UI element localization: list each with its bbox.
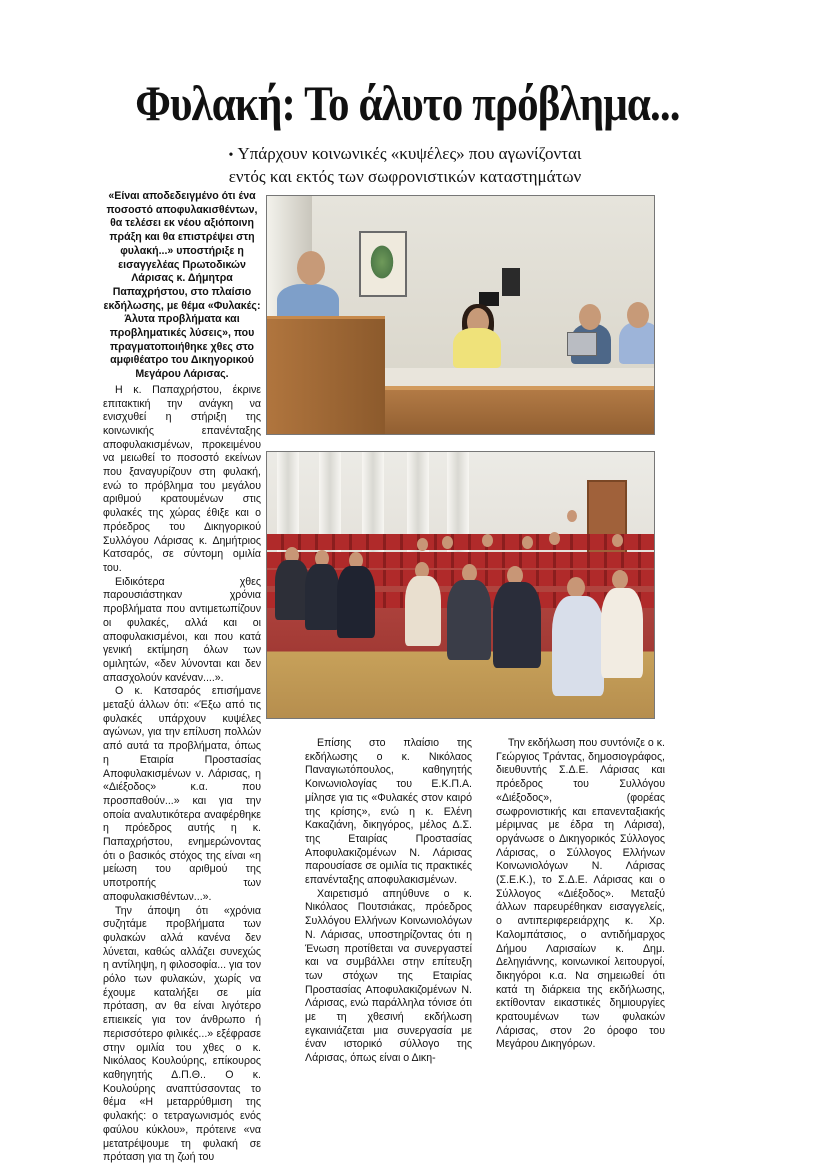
subtitle-line-2: εντός και εκτός των σωφρονιστικών καταστημάτων — [228, 167, 582, 186]
photo-audience — [266, 451, 655, 719]
column-3 — [496, 737, 665, 1052]
body-paragraph: Χαιρετισμό απηύθυνε ο κ. Νικόλαος Πουτσιάκας, πρόεδρος Συλλόγου Ελλήνων Κοινωνιολόγων Ν. Λάρισας, υποστηρίζοντας ότι η Ένωση προτίθεται να συνεργαστεί και να συμβάλλει στην επίτευξη των στόχων της Εταιρίας Προστασίας Αποφυλακιζομένων Ν. Λάρισας, ενώ παράλληλα τόνισε ότι με τη χθεσινή εκδήλωση εγκαινιάζεται μια συνεργασία με έναν ιστορικό σύλλογο της Λάρισας, όπως είναι ο Δικη- — [305, 887, 472, 1065]
body-paragraph: Ο κ. Κατσαρός επισήμανε μεταξύ άλλων ότι: «Έξω από τις φυλακές υπάρχουν κυψέλες αγώνων, για την επίλυση πολλών από αυτά τα προβλήματα, όπως η Εταιρία Προστασίας Αποφυλακισμένων ν. Λάρισας, η «Διέξοδος» κ.α. που προσπαθούν...» και για την οποία αναλυτικότερα αναφέρθηκε η πρόεδρος αυτής η κ. Παπαχρήστου, ενημερώνοντας ότι ο βασικός στόχος της είναι «η μείωση του αριθμού της υποτροπής των αποφυλακισθέντων...». — [103, 685, 261, 903]
body-paragraph: Ειδικότερα χθες παρουσιάστηκαν χρόνια προβλήματα που αντιμετωπίζουν οι φυλακές, αλλά και οι αποφυλακισμένοι, και που κατά γενική εκτίμηση όλων των ομιλητών, «δεν λύνονται και δεν απασχολούν κανέναν....». — [103, 575, 261, 684]
column-2 — [305, 737, 472, 1066]
bullet-icon: • — [228, 148, 234, 163]
body-paragraph: Η κ. Παπαχρήστου, έκρινε επιτακτική την ανάγκη να ενισχυθεί η στήριξη της κοινωνικής επανένταξης αποφυλακισμένων, προκειμένου να μειωθεί το ποσοστό εκείνων που ξαναγυρίζουν στη φυλακή, ενώ το πρόβλημα του μεγάλου αριθμού κρατουμένων στις φυλακές της χώρας έθιξε και ο πρόεδρος του Δικηγορικού Συλλόγου Λάρισας κ. Δημήτριος Κατσαρός, σε σύντομη ομιλία του. — [103, 383, 261, 574]
photo-panel-speakers — [266, 195, 655, 435]
article-title: Φυλακή: Το άλυτο πρόβλημα... — [135, 75, 680, 131]
body-paragraph: Επίσης στο πλαίσιο της εκδήλωσης ο κ. Νικόλαος Παναγιωτόπουλος, καθηγητής Κοινωνιολογίας του Ε.Κ.Π.Α. μίλησε για τις «Φυλακές στον καιρό της κρίσης», ενώ η κ. Ελένη Κακαζιάνη, δικηγόρος, μέλος Δ.Σ. της Εταιρίας Προστασίας Αποφυλακιζομένων Ν. Λάρισας παρουσίασε σε ομιλία τις πρακτικές επανένταξης αποφυλακισμένων. — [305, 737, 472, 887]
subtitle-line-1: Υπάρχουν κοινωνικές «κυψέλες» που αγωνίζονται — [237, 144, 582, 163]
article-subtitle — [195, 143, 615, 187]
body-paragraph: Την άποψη ότι «χρόνια συζητάμε προβλήματα των φυλακών αλλά κανένα δεν λύνεται, καθώς αλλάζει συνεχώς η αντίληψη, η φιλοσοφία... για τον ρόλο των φυλακών, χωρίς να έχουμε καταλήξει σε μία πρόταση, αν θα είναι λιγότερο επιεικείς για τον άνθρωπο ή περισσότερο φιλικές...» εξέφρασε στην ομιλία του χθες ο κ. Νικόλαος Κουλούρης, επίκουρος καθηγητής Δ.Π.Θ.. Ο κ. Κουλούρης αναπτύσσοντας το θέμα «Η μεταρρύθμιση της φυλακής: ο τετραγωνισμός ενός φαύλου κύκλου», πρότεινε «να μετατρέψουμε τη φυλακή σε πρόταση για τη ζωή του — [103, 904, 261, 1164]
column-1 — [103, 190, 261, 1165]
lead-paragraph: «Είναι αποδεδειγμένο ότι ένα ποσοστό αποφυλακισθέντων, θα τελέσει εκ νέου αξιόποινη πράξη και θα επιστρέψει στη φυλακή...» υποστήριξε η εισαγγελέας Πρωτοδικών Λάρισας κ. Δήμητρα Παπαχρήστου, στο πλαίσιο εκδήλωσης, με θέμα «Φυλακές: Άλυτα προβλήματα και προβληματικές λύσεις», που πραγματοποιήθηκε χθες στο αμφιθέατρο του Δικηγορικού Μεγάρου Λάρισας. — [103, 190, 261, 381]
body-paragraph: Την εκδήλωση που συντόνιζε ο κ. Γεώργιος Τράντας, δημοσιογράφος, διευθυντής Σ.Δ.Ε. Λάρισας και πρόεδρος του Συλλόγου «Διέξοδος», (φορέας σωφρονιστικής και επανενταξιακής μέριμνας με έδρα τη Λάρισα), οργάνωσε ο Δικηγορικός Σύλλογος Λάρισας, ο Σύλλογος Ελλήνων Κοινωνιολόγων Ν. Λάρισας (Σ.Ε.Κ.), το Σ.Δ.Ε. Λάρισας και ο Σύλλογος «Διέξοδος». Μεταξύ άλλων παρευρέθηκαν εισαγγελείς, ο αντιπεριφερειάρχης κ. Χρ. Καλομπάτσιος, ο αντιδήμαρχος Δήμου Λαρισαίων κ. Δημ. Δεληγιάννης, κοινωνικοί λειτουργοί, δικηγόροι κ.α. Να σημειωθεί ότι κατά τη διάρκεια της εκδήλωσης, εκτίθονταν εικαστικές δημιουργίες κρατουμένων των φυλακών Λάρισας, στον 2ο όροφο του Μεγάρου Δικηγόρων. — [496, 737, 665, 1051]
